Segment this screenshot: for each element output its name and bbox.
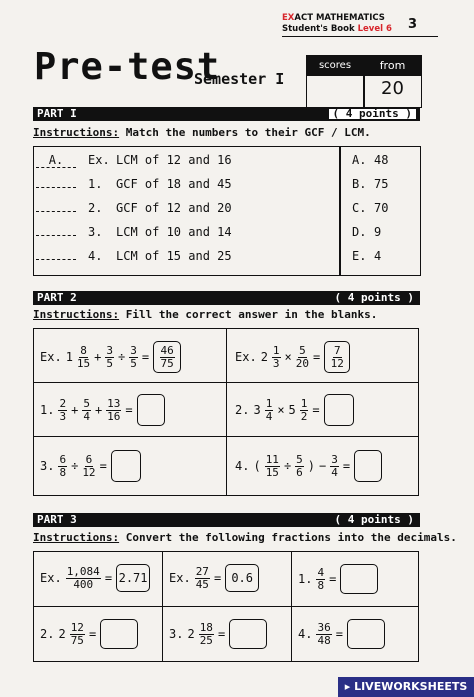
match-option: D. 9: [352, 225, 382, 239]
answer-input-box[interactable]: [111, 450, 141, 482]
answer-input-box[interactable]: [324, 394, 354, 426]
part2-example-1: Ex. 1 $\frac{8}{15}$ + $\frac{3}{5}$ ÷ $\frac{3}{5}$ = $\frac{46}{75}$: [33, 328, 227, 383]
match-answer-blank[interactable]: [36, 259, 76, 260]
example-answer-box: 0.6: [225, 564, 259, 592]
match-answer-blank[interactable]: A.: [36, 153, 76, 168]
semester-label: Semester I: [194, 70, 285, 88]
part1-instructions: Instructions: Match the numbers to their GCF / LCM.: [33, 126, 371, 139]
book-level: Student's Book Level 6: [282, 24, 392, 34]
match-option: A. 48: [352, 153, 389, 167]
match-row: A. Ex. LCM of 12 and 16: [36, 153, 232, 168]
part2-question-4: 4. ( $\frac{11}{15}$ ÷ $\frac{5}{6}$ ) − $\frac{3}{4}$ =: [226, 436, 419, 496]
part2-instructions: Instructions: Fill the correct answer in the blanks.: [33, 308, 378, 321]
match-answer-blank[interactable]: [36, 211, 76, 212]
part3-question: 4. $\frac{36}{48}$ =: [291, 606, 419, 662]
liveworksheets-logo: ▸ LIVEWORKSHEETS: [338, 677, 474, 697]
header-rule: [282, 36, 438, 37]
scores-label: scores: [318, 60, 352, 71]
match-option: B. 75: [352, 177, 389, 191]
part2-question-1: 1. $\frac{2}{3}$ + $\frac{5}{4}$ + $\frac{13}{16}$ =: [33, 382, 227, 437]
answer-input-box[interactable]: [229, 619, 267, 649]
answer-input-box[interactable]: [354, 450, 382, 482]
part3-example: Ex. $\frac{1,084}{400}$ = 2.71: [33, 551, 163, 607]
part3-example: Ex. $\frac{27}{45}$ = 0.6: [162, 551, 292, 607]
part3-header: PART 3 ( 4 points ): [33, 513, 420, 527]
example-answer-box: $\frac{46}{75}$: [153, 341, 181, 373]
part2-question-2: 2. 3 $\frac{1}{4}$ × 5 $\frac{1}{2}$ =: [226, 382, 419, 437]
part2-example-2: Ex. 2 $\frac{1}{3}$ × $\frac{5}{20}$ = $\frac{7}{12}$: [226, 328, 419, 383]
match-option: E. 4: [352, 249, 382, 263]
answer-input-box[interactable]: [347, 619, 385, 649]
total-score: 20: [381, 78, 404, 99]
page-number: 3: [408, 17, 418, 32]
score-box: [306, 55, 422, 108]
part3-question: 3. 2 $\frac{18}{25}$ =: [162, 606, 292, 662]
part3-instructions: Instructions: Convert the following fractions into the decimals.: [33, 531, 457, 544]
answer-input-box[interactable]: [137, 394, 165, 426]
page-title: Pre-test: [34, 45, 221, 88]
match-answer-blank[interactable]: [36, 187, 76, 188]
part2-question-3: 3. $\frac{6}{8}$ ÷ $\frac{6}{12}$ =: [33, 436, 227, 496]
match-row: 4. LCM of 15 and 25: [36, 249, 232, 263]
from-label: from: [379, 59, 406, 72]
match-row: 1. GCF of 18 and 45: [36, 177, 232, 191]
brand-name: EXACT MATHEMATICS: [282, 13, 385, 23]
match-option: C. 70: [352, 201, 389, 215]
part2-header: PART 2 ( 4 points ): [33, 291, 420, 305]
example-answer-box: $\frac{7}{12}$: [324, 341, 350, 373]
match-row: 3. LCM of 10 and 14: [36, 225, 232, 239]
part3-question: 1. $\frac{4}{8}$ =: [291, 551, 419, 607]
answer-input-box[interactable]: [100, 619, 138, 649]
answer-input-box[interactable]: [340, 564, 378, 594]
match-answer-blank[interactable]: [36, 235, 76, 236]
match-row: 2. GCF of 12 and 20: [36, 201, 232, 215]
part1-header: PART I ( 4 points ): [33, 107, 420, 121]
example-answer-box: 2.71: [116, 564, 150, 592]
part3-question: 2. 2 $\frac{12}{75}$ =: [33, 606, 163, 662]
